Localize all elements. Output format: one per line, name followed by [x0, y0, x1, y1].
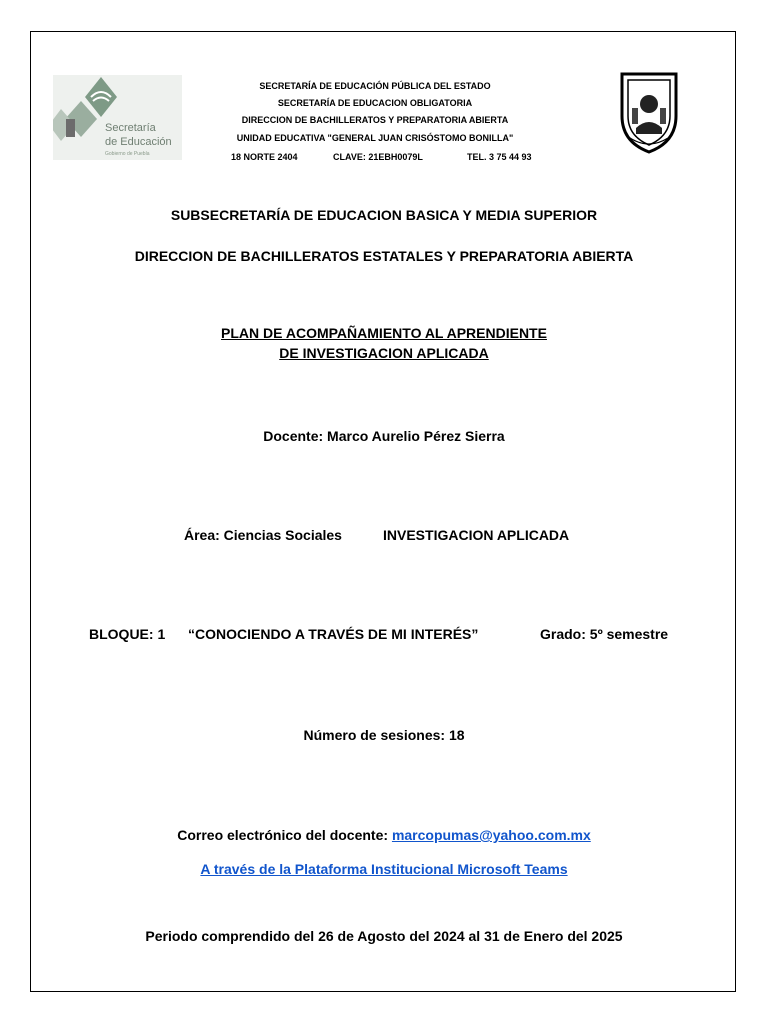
plan-title-line-2: DE INVESTIGACION APLICADA	[279, 345, 489, 361]
correo-line	[0, 827, 768, 843]
area: Área: Ciencias Sociales	[184, 527, 342, 543]
subsecretaria-title: SUBSECRETARÍA DE EDUCACION BASICA Y MEDIA SUPERIOR	[170, 207, 598, 223]
header-contact	[231, 152, 532, 162]
page-border	[30, 31, 736, 992]
bloque-title: “CONOCIENDO A TRAVÉS DE MI INTERÉS”	[188, 626, 479, 642]
secretaria-educacion-logo	[53, 75, 182, 160]
header-address: 18 NORTE 2404	[231, 152, 298, 162]
logo-left-line3: Gobierno de Puebla	[105, 151, 150, 157]
header-line-4: UNIDAD EDUCATIVA "GENERAL JUAN CRISÓSTOMO BONILLA"	[236, 133, 514, 143]
plan-title-line-1: PLAN DE ACOMPAÑAMIENTO AL APRENDIENTE	[221, 325, 547, 341]
correo-link[interactable]: marcopumas@yahoo.com.mx	[391, 827, 591, 843]
header-line-1: SECRETARÍA DE EDUCACIÓN PÚBLICA DEL ESTADO	[259, 81, 491, 91]
bloque: BLOQUE: 1	[89, 626, 166, 642]
header-line-3: DIRECCION DE BACHILLERATOS Y PREPARATORIA ABIERTA	[241, 115, 509, 125]
header-line-2: SECRETARÍA DE EDUCACION OBLIGATORIA	[277, 98, 473, 108]
sesiones: Número de sesiones: 18	[303, 727, 465, 743]
header-clave: CLAVE: 21EBH0079L	[333, 152, 423, 162]
header-phone: TEL. 3 75 44 93	[467, 152, 532, 162]
logo-left-line2: de Educación	[105, 136, 172, 148]
periodo: Periodo comprendido del 26 de Agosto del 2024 al 31 de Enero del 2025	[145, 928, 623, 944]
direccion-title: DIRECCION DE BACHILLERATOS ESTATALES Y PREPARATORIA ABIERTA	[134, 248, 634, 264]
correo-label: Correo electrónico del docente:	[177, 827, 392, 843]
school-shield-seal	[614, 68, 684, 154]
logo-left-line1: Secretaría	[105, 122, 156, 134]
grado: Grado: 5º semestre	[540, 626, 669, 642]
plataforma-link[interactable]: A través de la Plataforma Institucional Microsoft Teams	[200, 861, 568, 877]
materia: INVESTIGACION APLICADA	[383, 527, 570, 543]
docente: Docente: Marco Aurelio Pérez Sierra	[263, 428, 505, 444]
